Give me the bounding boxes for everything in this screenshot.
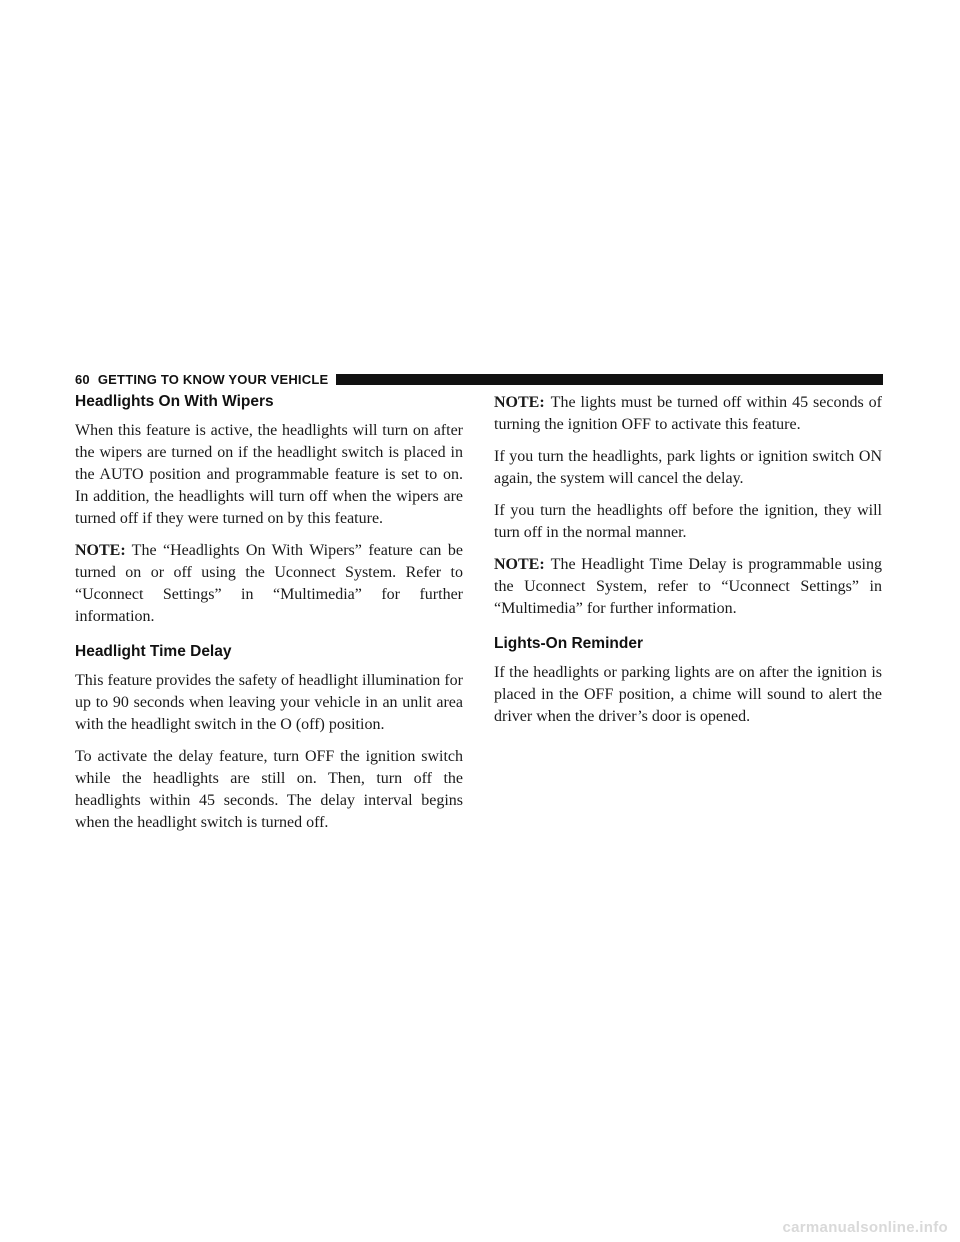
paragraph: If you turn the headlights, park lights or ignition switch ON again, the system will cancel the delay.: [494, 448, 882, 487]
note-paragraph: [75, 540, 463, 628]
left-column: [75, 392, 463, 844]
heading-headlight-time-delay: Headlight Time Delay: [75, 643, 232, 660]
paragraph: This feature provides the safety of headlight illumination for up to 90 seconds when leaving your vehicle in an unlit area with the headlight switch in the O (off) position.: [75, 672, 463, 733]
header-rule: [336, 374, 883, 385]
heading-lights-on-reminder: Lights-On Reminder: [494, 635, 643, 652]
heading-headlights-on-with-wipers: Headlights On With Wipers: [75, 393, 274, 410]
note-paragraph: [494, 392, 882, 436]
section-title: GETTING TO KNOW YOUR VEHICLE: [97, 371, 329, 387]
watermark: carmanualsonline.info: [782, 1219, 948, 1236]
note-text: The lights must be turned off within 45 seconds of turning the ignition OFF to activate this feature.: [494, 394, 882, 433]
paragraph: If the headlights or parking lights are on after the ignition is placed in the OFF position, a chime will sound to alert the driver when the driver’s door is opened.: [494, 664, 882, 725]
paragraph: When this feature is active, the headlights will turn on after the wipers are turned on if the headlight switch is placed in the AUTO position and programmable feature is set to on. In addition, the headlights will turn off when the wipers are turned off if they were turned on by this feature.: [75, 422, 463, 527]
paragraph: To activate the delay feature, turn OFF the ignition switch while the headlights are still on. Then, turn off the headlights within 45 seconds. The delay interval begins when the headlight switch is turned off.: [75, 748, 463, 831]
note-text: The Headlight Time Delay is programmable using the Uconnect System, refer to “Uconnect Settings” in “Multimedia” for further information.: [494, 556, 882, 617]
page-number: 60: [75, 371, 90, 387]
paragraph: If you turn the headlights off before the ignition, they will turn off in the normal manner.: [494, 502, 882, 541]
note-label: NOTE:: [494, 394, 545, 411]
note-text: The “Headlights On With Wipers” feature can be turned on or off using the Uconnect System. Refer to “Uconnect Settings” in “Multimedia” for further information.: [75, 542, 463, 625]
note-label: NOTE:: [494, 556, 545, 573]
page-header: [75, 369, 883, 389]
note-paragraph: [494, 554, 882, 620]
note-label: NOTE:: [75, 542, 126, 559]
right-column: [494, 392, 882, 738]
